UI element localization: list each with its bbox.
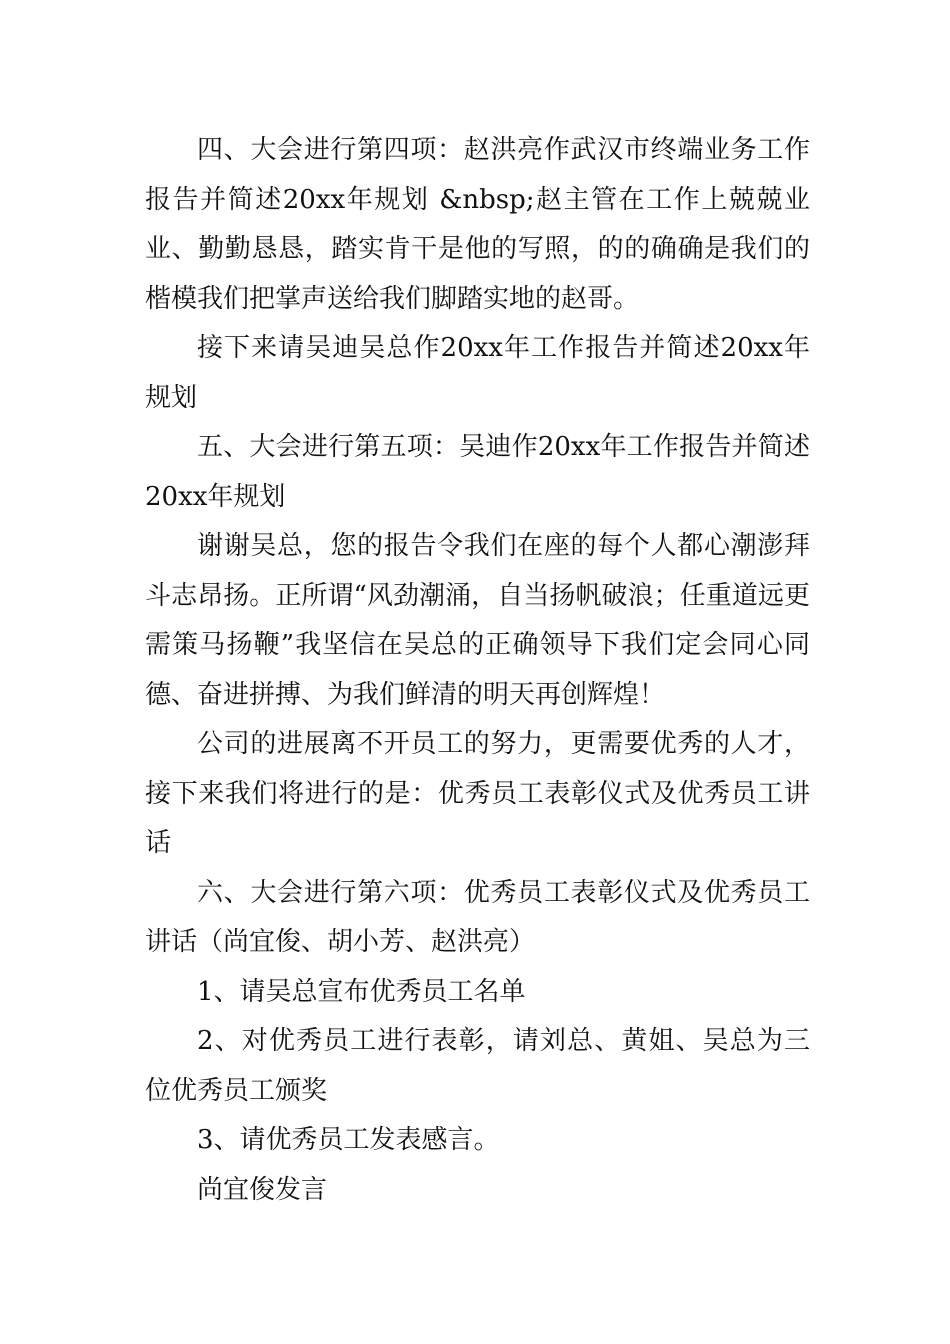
list-item-present-awards: 2、对优秀员工进行表彰，请刘总、黄姐、吴总为三位优秀员工颁奖 <box>145 1026 810 1106</box>
paragraph-talent-intro: 公司的进展离不开员工的努力，更需要优秀的人才，接下来我们将进行的是：优秀员工表彰仪式及优秀员工讲话 <box>145 729 810 858</box>
paragraph-invite-wu: 接下来请吴迪吴总作20xx年工作报告并简述20xx年规划 <box>145 333 810 413</box>
paragraph-thanks-wu: 谢谢吴总，您的报告令我们在座的每个人都心潮澎拜斗志昂扬。正所谓“风劲潮涌，自当扬帆破浪；任重道远更需策马扬鞭”我坚信在吴总的正确领导下我们定会同心同德、奋进拼搏、为我们鲜清的明天再创辉煌！ <box>145 531 810 710</box>
paragraph-item-6-award: 六、大会进行第六项：优秀员工表彰仪式及优秀员工讲话（尚宜俊、胡小芳、赵洪亮） <box>145 877 810 957</box>
document-body <box>145 126 810 1215</box>
paragraph-item-4-report: 四、大会进行第四项：赵洪亮作武汉市终端业务工作报告并简述20xx年规划 &nbsp;赵主管在工作上兢兢业业、勤勤恳恳，踏实肯干是他的写照，的的确确是我们的楷模我们把掌声送给我们脚踏实地的赵哥。 <box>145 135 810 314</box>
paragraph-item-5-report: 五、大会进行第五项：吴迪作20xx年工作报告并简述20xx年规划 <box>145 432 810 512</box>
list-item-acceptance-speech: 3、请优秀员工发表感言。 <box>197 1125 500 1155</box>
list-item-announce-list: 1、请吴总宣布优秀员工名单 <box>197 976 526 1007</box>
paragraph-speaker-shang: 尚宜俊发言 <box>197 1174 328 1205</box>
